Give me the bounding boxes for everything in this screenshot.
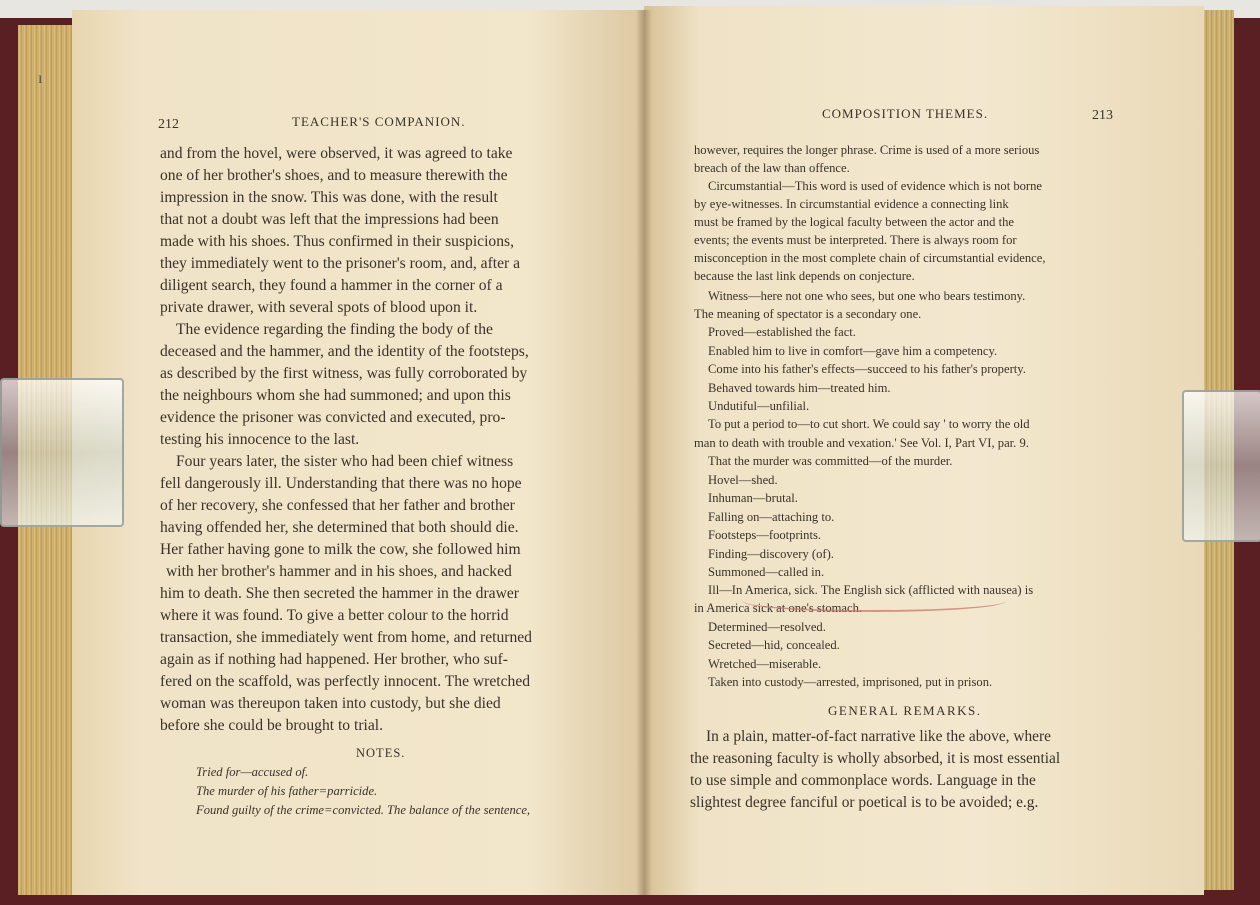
- glossary-line: misconception in the most complete chain of circumstantial evidence,: [694, 251, 1046, 265]
- glossary-line: events; the events must be interpreted. There is always room for: [694, 233, 1017, 247]
- body-line: deceased and the hammer, and the identity of the footsteps,: [160, 343, 529, 360]
- glossary-line: Taken into custody—arrested, imprisoned, put in prison.: [708, 675, 993, 689]
- body-line: and from the hovel, were observed, it was agreed to take: [160, 145, 513, 162]
- glossary-line: Proved—established the fact.: [708, 325, 856, 339]
- glossary-line: Summoned—called in.: [708, 565, 825, 579]
- note-line: Found guilty of the crime=convicted. The balance of the sentence,: [196, 803, 531, 817]
- margin-mark: ı: [38, 70, 43, 87]
- glossary-line: Footsteps—footprints.: [708, 528, 821, 542]
- body-line: fered on the scaffold, was perfectly innocent. The wretched: [160, 673, 531, 690]
- glossary-line: however, requires the longer phrase. Crime is used of a more serious: [694, 143, 1040, 157]
- body-line: made with his shoes. Thus confirmed in their suspicions,: [160, 233, 514, 250]
- body-line: testing his innocence to the last.: [160, 431, 360, 448]
- book-gutter: [636, 10, 652, 895]
- remark-line: the reasoning faculty is wholly absorbed, it is most essential: [690, 750, 1061, 767]
- notes-heading: NOTES.: [356, 746, 406, 760]
- pencil-underline: [742, 590, 1006, 612]
- body-line: private drawer, with several spots of blood upon it.: [160, 299, 478, 316]
- glossary-line: Inhuman—brutal.: [708, 491, 798, 505]
- body-line: diligent search, they found a hammer in the corner of a: [160, 277, 503, 294]
- page-weight-left: [0, 378, 124, 527]
- glossary-line: Finding—discovery (of).: [708, 547, 834, 561]
- remark-line: In a plain, matter-of-fact narrative like the above, where: [706, 728, 1051, 745]
- glossary-line: Enabled him to live in comfort—gave him a competency.: [708, 344, 998, 358]
- body-line: evidence the prisoner was convicted and executed, pro-: [160, 409, 506, 426]
- glossary-line: To put a period to—to cut short. We could say ' to worry the old: [708, 417, 1030, 431]
- glossary-line: Determined—resolved.: [708, 620, 826, 634]
- left-running-head: TEACHER'S COMPANION.: [292, 114, 466, 129]
- glossary-line: The meaning of spectator is a secondary one.: [694, 307, 922, 321]
- glossary-line: breach of the law than offence.: [694, 161, 850, 175]
- section-heading: GENERAL REMARKS.: [828, 703, 982, 718]
- body-line: The evidence regarding the finding the body of the: [176, 321, 493, 338]
- page-weight-right: [1182, 390, 1260, 542]
- body-line: having offended her, she determined that both should die.: [160, 519, 519, 536]
- glossary-line: by eye-witnesses. In circumstantial evidence a connecting link: [694, 197, 1009, 211]
- glossary-line: Circumstantial—This word is used of evidence which is not borne: [708, 179, 1043, 193]
- glossary-line: Ill—In America, sick. The English sick (afflicted with nausea) is: [708, 583, 1034, 597]
- glossary-line: because the last link depends on conjecture.: [694, 269, 915, 283]
- right-page-number: 213: [1092, 108, 1113, 123]
- body-line: again as if nothing had happened. Her brother, who suf-: [160, 651, 508, 668]
- glossary-line: Wretched—miserable.: [708, 657, 822, 671]
- glossary-line: Undutiful—unfilial.: [708, 399, 810, 413]
- note-line: The murder of his father=parricide.: [196, 784, 378, 798]
- body-line: they immediately went to the prisoner's room, and, after a: [160, 255, 521, 272]
- body-line: woman was thereupon taken into custody, but she died: [160, 695, 501, 712]
- glossary-line: Secreted—hid, concealed.: [708, 638, 840, 652]
- body-line: him to death. She then secreted the hammer in the drawer: [160, 585, 519, 602]
- glossary-line: Behaved towards him—treated him.: [708, 381, 891, 395]
- glossary-line: Falling on—attaching to.: [708, 510, 835, 524]
- body-line: Her father having gone to milk the cow, she followed him: [160, 541, 521, 558]
- glossary-line: must be framed by the logical faculty between the actor and the: [694, 215, 1014, 229]
- glossary-line: man to death with trouble and vexation.' See Vol. I, Part VI, par. 9.: [694, 436, 1029, 450]
- body-line: as described by the first witness, was fully corroborated by: [160, 365, 528, 382]
- body-line: where it was found. To give a better colour to the horrid: [160, 607, 509, 624]
- remark-line: to use simple and commonplace words. Language in the: [690, 772, 1036, 789]
- left-page-number: 212: [158, 117, 179, 132]
- glossary-line: Hovel—shed.: [708, 473, 778, 487]
- glossary-line: That the murder was committed—of the murder.: [708, 454, 953, 468]
- glossary-line: Witness—here not one who sees, but one who bears testimony.: [708, 289, 1026, 303]
- right-running-head: COMPOSITION THEMES.: [822, 106, 989, 121]
- note-line: Tried for—accused of.: [196, 765, 309, 779]
- body-line: impression in the snow. This was done, with the result: [160, 189, 498, 206]
- glossary-line: Come into his father's effects—succeed to his father's property.: [708, 362, 1026, 376]
- body-line: with her brother's hammer and in his shoes, and hacked: [166, 563, 512, 580]
- body-line: fell dangerously ill. Understanding that there was no hope: [160, 475, 522, 492]
- remark-line: slightest degree fanciful or poetical is to be avoided; e.g.: [690, 794, 1039, 811]
- glossary-line: in America sick at one's stomach.: [694, 601, 863, 615]
- body-line: the neighbours whom she had summoned; and upon this: [160, 387, 511, 404]
- body-line: that not a doubt was left that the impressions had been: [160, 211, 499, 228]
- body-line: of her recovery, she confessed that her father and brother: [160, 497, 515, 514]
- body-line: one of her brother's shoes, and to measure therewith the: [160, 167, 508, 184]
- body-line: transaction, she immediately went from home, and returned: [160, 629, 532, 646]
- body-line: Four years later, the sister who had been chief witness: [176, 453, 514, 470]
- body-line: before she could be brought to trial.: [160, 717, 384, 734]
